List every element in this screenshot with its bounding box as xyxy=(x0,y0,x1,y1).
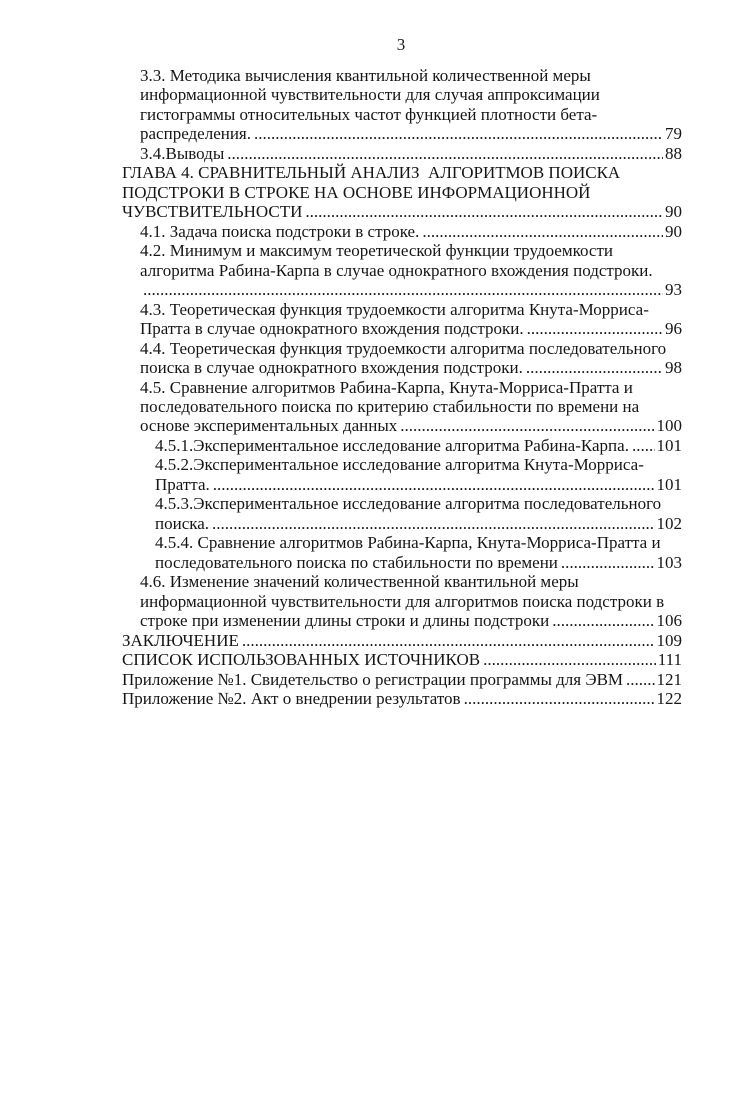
dot-leader xyxy=(632,436,655,455)
toc-entry-final-line xyxy=(155,475,682,494)
toc-entry-final-line xyxy=(140,358,682,377)
toc-entry-title-end: ЧУВСТВИТЕЛЬНОСТИ xyxy=(122,202,303,222)
toc-entry xyxy=(122,572,682,630)
toc-entry xyxy=(122,163,682,221)
toc-entry-title-end: ЗАКЛЮЧЕНИЕ xyxy=(122,630,239,650)
table-of-contents xyxy=(122,66,682,708)
dot-leader xyxy=(400,416,654,435)
toc-entry-title-end: поиска. xyxy=(155,513,210,533)
toc-entry xyxy=(122,241,682,299)
toc-entry-final-line xyxy=(122,202,682,221)
toc-entry-final-line xyxy=(140,416,682,435)
toc-entry xyxy=(122,222,682,241)
toc-entry-title-end: Приложение №1. Свидетельство о регистрации программы для ЭВМ xyxy=(122,669,624,689)
toc-entry-text-line: информационной чувствительности для случая аппроксимации xyxy=(140,85,600,105)
toc-page-number: 93 xyxy=(665,280,682,300)
dot-leader xyxy=(212,514,654,533)
toc-entry xyxy=(122,300,682,339)
toc-page-number: 79 xyxy=(665,124,682,144)
toc-entry-final-line xyxy=(155,436,682,455)
dot-leader xyxy=(483,650,656,669)
dot-leader xyxy=(213,475,655,494)
dot-leader xyxy=(227,144,663,163)
toc-entry-text-line: 4.5.4. Сравнение алгоритмов Рабина-Карпа, Кнута-Морриса-Пратта и xyxy=(155,533,661,553)
toc-entry-text-line: 4.4. Теоретическая функция трудоемкости алгоритма последовательного xyxy=(140,338,667,358)
toc-page-number: 101 xyxy=(656,435,682,455)
toc-entry-final-line xyxy=(140,144,682,163)
toc-entry xyxy=(122,339,682,378)
toc-entry-text-line: последовательного поиска по критерию стабильности по времени на xyxy=(140,396,640,416)
toc-entry xyxy=(122,436,682,455)
toc-entry-final-line xyxy=(140,611,682,630)
toc-entry-final-line xyxy=(155,553,682,572)
toc-entry-text-line: информационной чувствительности для алгоритмов поиска подстроки в xyxy=(140,591,665,611)
toc-entry-final-line xyxy=(140,222,682,241)
toc-entry xyxy=(122,631,682,650)
dot-leader xyxy=(305,202,663,221)
toc-entry-final-line xyxy=(155,514,682,533)
toc-entry-final-line xyxy=(122,631,682,650)
toc-page-number: 102 xyxy=(656,513,682,533)
toc-entry-text-line: 4.3. Теоретическая функция трудоемкости алгоритма Кнута-Морриса- xyxy=(140,299,649,319)
toc-page-number: 100 xyxy=(656,416,682,436)
toc-entry-final-line xyxy=(140,280,682,299)
toc-entry-text-line: гистограммы относительных частот функцией плотности бета- xyxy=(140,104,598,124)
toc-entry-title-end: последовательного поиска по стабильности по времени xyxy=(155,552,558,572)
toc-entry-text-line: алгоритма Рабина-Карпа в случае однократного вхождения подстроки. xyxy=(140,260,653,280)
toc-entry xyxy=(122,494,682,533)
dot-leader xyxy=(527,319,663,338)
toc-entry-title-end: распределения. xyxy=(140,124,251,144)
dot-leader xyxy=(626,670,654,689)
toc-entry-final-line xyxy=(122,689,682,708)
toc-entry-title-end: строке при изменении длины строки и длины подстроки xyxy=(140,611,550,631)
toc-entry xyxy=(122,689,682,708)
toc-entry-final-line xyxy=(122,650,682,669)
toc-entry-title-end: 4.1. Задача поиска подстроки в строке. xyxy=(140,221,420,241)
toc-entry xyxy=(122,670,682,689)
toc-entry-text-line: 4.5. Сравнение алгоритмов Рабина-Карпа, Кнута-Морриса-Пратта и xyxy=(140,377,633,397)
toc-entry-title-end: основе экспериментальных данных xyxy=(140,416,398,436)
dot-leader xyxy=(561,553,655,572)
toc-entry-text-line: 4.6. Изменение значений количественной квантильной меры xyxy=(140,572,579,592)
toc-entry-text-line: 3.3. Методика вычисления квантильной количественной меры xyxy=(140,66,591,85)
toc-entry-text-line: 4.2. Минимум и максимум теоретической функции трудоемкости xyxy=(140,241,613,261)
toc-entry-final-line xyxy=(122,670,682,689)
toc-entry-title-end: Пратта в случае однократного вхождения подстроки. xyxy=(140,319,524,339)
toc-page-number: 90 xyxy=(665,202,682,222)
toc-entry xyxy=(122,533,682,572)
toc-entry-title-end: СПИСОК ИСПОЛЬЗОВАННЫХ ИСТОЧНИКОВ xyxy=(122,650,481,670)
toc-entry xyxy=(122,650,682,669)
toc-page-number: 96 xyxy=(665,319,682,339)
toc-page-number: 106 xyxy=(656,611,682,631)
toc-page-number: 109 xyxy=(656,630,682,650)
toc-page-number: 111 xyxy=(657,650,682,670)
dot-leader xyxy=(242,631,655,650)
dot-leader xyxy=(464,689,655,708)
toc-page-number: 103 xyxy=(656,552,682,572)
toc-entry-title-end: 4.5.1.Экспериментальное исследование алгоритма Рабина-Карпа. xyxy=(155,435,629,455)
toc-entry xyxy=(122,144,682,163)
toc-entry-text-line: ГЛАВА 4. СРАВНИТЕЛЬНЫЙ АНАЛИЗ АЛГОРИТМОВ ПОИСКА xyxy=(122,163,621,183)
toc-page-number: 98 xyxy=(665,358,682,378)
dot-leader xyxy=(552,611,654,630)
toc-entry xyxy=(122,455,682,494)
dot-leader xyxy=(143,280,663,299)
dot-leader xyxy=(254,124,663,143)
toc-entry-title-end: поиска в случае однократного вхождения подстроки. xyxy=(140,358,523,378)
toc-entry xyxy=(122,378,682,436)
toc-page-number: 122 xyxy=(656,689,682,708)
toc-page-number: 101 xyxy=(656,474,682,494)
toc-page-number: 121 xyxy=(656,669,682,689)
toc-entry-title-end: 3.4.Выводы xyxy=(140,143,225,163)
toc-entry-title-end: Приложение №2. Акт о внедрении результатов xyxy=(122,689,461,708)
toc-entry-text-line: 4.5.3.Экспериментальное исследование алгоритма последовательного xyxy=(155,494,662,514)
toc-entry-text-line: ПОДСТРОКИ В СТРОКЕ НА ОСНОВЕ ИНФОРМАЦИОННОЙ xyxy=(122,182,591,202)
page-number: 3 xyxy=(396,35,406,54)
dot-leader xyxy=(422,222,663,241)
toc-entry-text-line: 4.5.2.Экспериментальное исследование алгоритма Кнута-Морриса- xyxy=(155,455,644,475)
toc-entry-title-end: Пратта. xyxy=(155,474,210,494)
toc-entry-final-line xyxy=(140,319,682,338)
dot-leader xyxy=(526,358,663,377)
toc-page-number: 88 xyxy=(665,143,682,163)
toc-entry-final-line xyxy=(140,124,682,143)
toc-entry xyxy=(122,66,682,144)
toc-page-number: 90 xyxy=(665,221,682,241)
